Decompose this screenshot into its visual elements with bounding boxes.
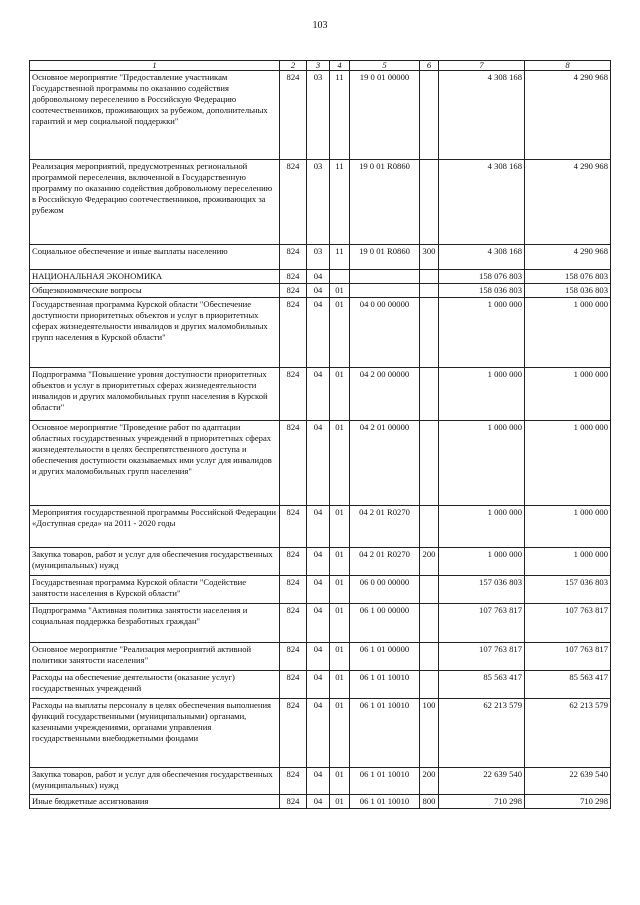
row-target-article: 06 1 01 10010 bbox=[350, 795, 420, 809]
row-target-article: 06 1 01 10010 bbox=[350, 768, 420, 795]
row-name: Государственная программа Курской области "Содействие занятости населения в Курской области" bbox=[30, 576, 280, 604]
row-section: 04 bbox=[307, 548, 330, 576]
row-grbs: 824 bbox=[280, 604, 307, 643]
row-subsection: 01 bbox=[330, 671, 350, 699]
row-amount-2: 4 290 968 bbox=[525, 160, 611, 245]
row-amount-1: 1 000 000 bbox=[439, 298, 525, 368]
row-amount-1: 4 308 168 bbox=[439, 160, 525, 245]
row-amount-2: 710 298 bbox=[525, 795, 611, 809]
table-row bbox=[30, 795, 611, 809]
row-name: Основное мероприятие "Предоставление участникам Государственной программы по оказанию содействия добровольному переселению в Российскую Федерацию соотечественников, проживающих за рубежом, дополнительных гарантий и мер социальной поддержки" bbox=[30, 71, 280, 160]
row-expense-type bbox=[420, 368, 439, 421]
row-grbs: 824 bbox=[280, 71, 307, 160]
col-header: 7 bbox=[439, 61, 525, 71]
table-row bbox=[30, 548, 611, 576]
row-amount-2: 62 213 579 bbox=[525, 699, 611, 768]
row-name: Общеэкономические вопросы bbox=[30, 284, 280, 298]
row-subsection: 11 bbox=[330, 160, 350, 245]
table-row bbox=[30, 71, 611, 160]
row-target-article: 04 2 01 00000 bbox=[350, 421, 420, 506]
row-expense-type bbox=[420, 576, 439, 604]
row-grbs: 824 bbox=[280, 576, 307, 604]
row-amount-2: 1 000 000 bbox=[525, 548, 611, 576]
row-expense-type: 200 bbox=[420, 548, 439, 576]
table-row bbox=[30, 160, 611, 245]
row-section: 04 bbox=[307, 604, 330, 643]
col-header: 5 bbox=[350, 61, 420, 71]
col-header: 1 bbox=[30, 61, 280, 71]
row-target-article: 04 2 01 R0270 bbox=[350, 548, 420, 576]
row-grbs: 824 bbox=[280, 699, 307, 768]
col-header: 2 bbox=[280, 61, 307, 71]
row-grbs: 824 bbox=[280, 795, 307, 809]
row-subsection: 01 bbox=[330, 298, 350, 368]
row-subsection: 01 bbox=[330, 604, 350, 643]
row-section: 04 bbox=[307, 576, 330, 604]
table-row bbox=[30, 671, 611, 699]
row-amount-1: 157 036 803 bbox=[439, 576, 525, 604]
row-amount-1: 158 036 803 bbox=[439, 284, 525, 298]
row-subsection: 01 bbox=[330, 576, 350, 604]
row-grbs: 824 bbox=[280, 421, 307, 506]
row-amount-2: 158 076 803 bbox=[525, 270, 611, 284]
row-name: Мероприятия государственной программы Российской Федерации «Доступная среда» на 2011 - 2020 годы bbox=[30, 506, 280, 548]
row-subsection: 01 bbox=[330, 284, 350, 298]
row-expense-type bbox=[420, 421, 439, 506]
row-name: Социальное обеспечение и иные выплаты населению bbox=[30, 245, 280, 270]
row-expense-type bbox=[420, 160, 439, 245]
row-amount-1: 62 213 579 bbox=[439, 699, 525, 768]
row-name: Подпрограмма "Повышение уровня доступности приоритетных объектов и услуг в приоритетных сферах жизнедеятельности инвалидов и других маломобильных групп населения в Курской области" bbox=[30, 368, 280, 421]
row-amount-2: 1 000 000 bbox=[525, 368, 611, 421]
row-grbs: 824 bbox=[280, 298, 307, 368]
row-grbs: 824 bbox=[280, 671, 307, 699]
row-amount-2: 107 763 817 bbox=[525, 604, 611, 643]
row-target-article: 04 2 01 R0270 bbox=[350, 506, 420, 548]
row-target-article: 04 0 00 00000 bbox=[350, 298, 420, 368]
row-grbs: 824 bbox=[280, 643, 307, 671]
row-expense-type bbox=[420, 270, 439, 284]
row-target-article bbox=[350, 270, 420, 284]
row-section: 04 bbox=[307, 506, 330, 548]
row-target-article: 06 1 01 00000 bbox=[350, 643, 420, 671]
row-amount-1: 4 308 168 bbox=[439, 245, 525, 270]
col-header: 3 bbox=[307, 61, 330, 71]
row-expense-type bbox=[420, 604, 439, 643]
table-row bbox=[30, 421, 611, 506]
row-amount-1: 85 563 417 bbox=[439, 671, 525, 699]
table-row bbox=[30, 245, 611, 270]
col-header: 6 bbox=[420, 61, 439, 71]
table-row bbox=[30, 643, 611, 671]
row-amount-1: 4 308 168 bbox=[439, 71, 525, 160]
row-name: Закупка товаров, работ и услуг для обеспечения государственных (муниципальных) нужд bbox=[30, 768, 280, 795]
row-amount-2: 157 036 803 bbox=[525, 576, 611, 604]
table-row bbox=[30, 699, 611, 768]
row-amount-1: 22 639 540 bbox=[439, 768, 525, 795]
row-expense-type bbox=[420, 643, 439, 671]
row-subsection: 01 bbox=[330, 506, 350, 548]
row-subsection: 11 bbox=[330, 245, 350, 270]
row-name: Закупка товаров, работ и услуг для обеспечения государственных (муниципальных) нужд bbox=[30, 548, 280, 576]
row-expense-type: 800 bbox=[420, 795, 439, 809]
row-grbs: 824 bbox=[280, 768, 307, 795]
row-name: Государственная программа Курской области "Обеспечение доступности приоритетных объектов и услуг в приоритетных сферах жизнедеятельности инвалидов и других маломобильных групп населения в Курской области" bbox=[30, 298, 280, 368]
col-header: 4 bbox=[330, 61, 350, 71]
row-expense-type bbox=[420, 671, 439, 699]
row-amount-2: 1 000 000 bbox=[525, 506, 611, 548]
row-amount-2: 85 563 417 bbox=[525, 671, 611, 699]
row-section: 04 bbox=[307, 368, 330, 421]
row-subsection: 01 bbox=[330, 768, 350, 795]
row-amount-2: 158 036 803 bbox=[525, 284, 611, 298]
row-grbs: 824 bbox=[280, 506, 307, 548]
table-row bbox=[30, 368, 611, 421]
column-number-row bbox=[30, 61, 611, 71]
row-subsection: 11 bbox=[330, 71, 350, 160]
row-amount-1: 107 763 817 bbox=[439, 643, 525, 671]
row-name: НАЦИОНАЛЬНАЯ ЭКОНОМИКА bbox=[30, 270, 280, 284]
row-grbs: 824 bbox=[280, 548, 307, 576]
row-name: Расходы на обеспечение деятельности (оказание услуг) государственных учреждений bbox=[30, 671, 280, 699]
row-grbs: 824 bbox=[280, 245, 307, 270]
row-name: Расходы на выплаты персоналу в целях обеспечения выполнения функций государственными (муниципальными) органами, казенными учреждениями, органами управления государственными внебюджетными фондами bbox=[30, 699, 280, 768]
row-expense-type: 100 bbox=[420, 699, 439, 768]
row-target-article: 06 0 00 00000 bbox=[350, 576, 420, 604]
row-amount-2: 4 290 968 bbox=[525, 245, 611, 270]
row-subsection: 01 bbox=[330, 421, 350, 506]
row-expense-type bbox=[420, 506, 439, 548]
row-grbs: 824 bbox=[280, 160, 307, 245]
row-section: 03 bbox=[307, 71, 330, 160]
row-amount-1: 710 298 bbox=[439, 795, 525, 809]
row-grbs: 824 bbox=[280, 270, 307, 284]
row-expense-type: 300 bbox=[420, 245, 439, 270]
row-name: Иные бюджетные ассигнования bbox=[30, 795, 280, 809]
row-name: Основное мероприятие "Проведение работ по адаптации областных государственных учреждений в приоритетных сферах жизнедеятельности в целях беспрепятственного доступа и обеспечения доступности оказываемых ими услуг для инвалидов и других маломобильных групп населения" bbox=[30, 421, 280, 506]
row-section: 04 bbox=[307, 795, 330, 809]
row-section: 04 bbox=[307, 298, 330, 368]
row-amount-1: 1 000 000 bbox=[439, 421, 525, 506]
row-section: 04 bbox=[307, 643, 330, 671]
table-row bbox=[30, 768, 611, 795]
row-target-article: 04 2 00 00000 bbox=[350, 368, 420, 421]
row-amount-2: 107 763 817 bbox=[525, 643, 611, 671]
table-row bbox=[30, 576, 611, 604]
row-name: Основное мероприятие "Реализация мероприятий активной политики занятости населения" bbox=[30, 643, 280, 671]
row-amount-2: 4 290 968 bbox=[525, 71, 611, 160]
row-amount-2: 1 000 000 bbox=[525, 421, 611, 506]
table-row bbox=[30, 604, 611, 643]
row-name: Реализация мероприятий, предусмотренных региональной программой переселения, включенной в Государственную программу по оказанию содействия добровольному переселению в Российскую Федерацию соотечественников, проживающих за рубежом bbox=[30, 160, 280, 245]
row-amount-2: 22 639 540 bbox=[525, 768, 611, 795]
row-expense-type bbox=[420, 71, 439, 160]
row-target-article: 19 0 01 R0860 bbox=[350, 160, 420, 245]
row-section: 03 bbox=[307, 245, 330, 270]
row-subsection: 01 bbox=[330, 643, 350, 671]
budget-table bbox=[29, 60, 611, 809]
row-grbs: 824 bbox=[280, 284, 307, 298]
row-amount-1: 158 076 803 bbox=[439, 270, 525, 284]
row-amount-1: 1 000 000 bbox=[439, 548, 525, 576]
row-section: 04 bbox=[307, 284, 330, 298]
row-section: 03 bbox=[307, 160, 330, 245]
table-row bbox=[30, 298, 611, 368]
row-expense-type: 200 bbox=[420, 768, 439, 795]
table-row bbox=[30, 284, 611, 298]
row-subsection: 01 bbox=[330, 548, 350, 576]
row-section: 04 bbox=[307, 768, 330, 795]
row-subsection: 01 bbox=[330, 368, 350, 421]
row-grbs: 824 bbox=[280, 368, 307, 421]
row-target-article bbox=[350, 284, 420, 298]
row-amount-1: 107 763 817 bbox=[439, 604, 525, 643]
row-target-article: 19 0 01 R0860 bbox=[350, 245, 420, 270]
row-subsection: 01 bbox=[330, 795, 350, 809]
row-expense-type bbox=[420, 284, 439, 298]
row-amount-1: 1 000 000 bbox=[439, 506, 525, 548]
row-target-article: 19 0 01 00000 bbox=[350, 71, 420, 160]
table-row bbox=[30, 506, 611, 548]
row-section: 04 bbox=[307, 421, 330, 506]
col-header: 8 bbox=[525, 61, 611, 71]
page-number: 103 bbox=[312, 20, 328, 31]
row-name: Подпрограмма "Активная политика занятости населения и социальная поддержка безработных граждан" bbox=[30, 604, 280, 643]
row-subsection: 01 bbox=[330, 699, 350, 768]
row-target-article: 06 1 01 10010 bbox=[350, 671, 420, 699]
row-amount-2: 1 000 000 bbox=[525, 298, 611, 368]
row-target-article: 06 1 00 00000 bbox=[350, 604, 420, 643]
row-target-article: 06 1 01 10010 bbox=[350, 699, 420, 768]
row-amount-1: 1 000 000 bbox=[439, 368, 525, 421]
row-expense-type bbox=[420, 298, 439, 368]
row-section: 04 bbox=[307, 671, 330, 699]
row-section: 04 bbox=[307, 699, 330, 768]
row-subsection bbox=[330, 270, 350, 284]
table-row bbox=[30, 270, 611, 284]
row-section: 04 bbox=[307, 270, 330, 284]
